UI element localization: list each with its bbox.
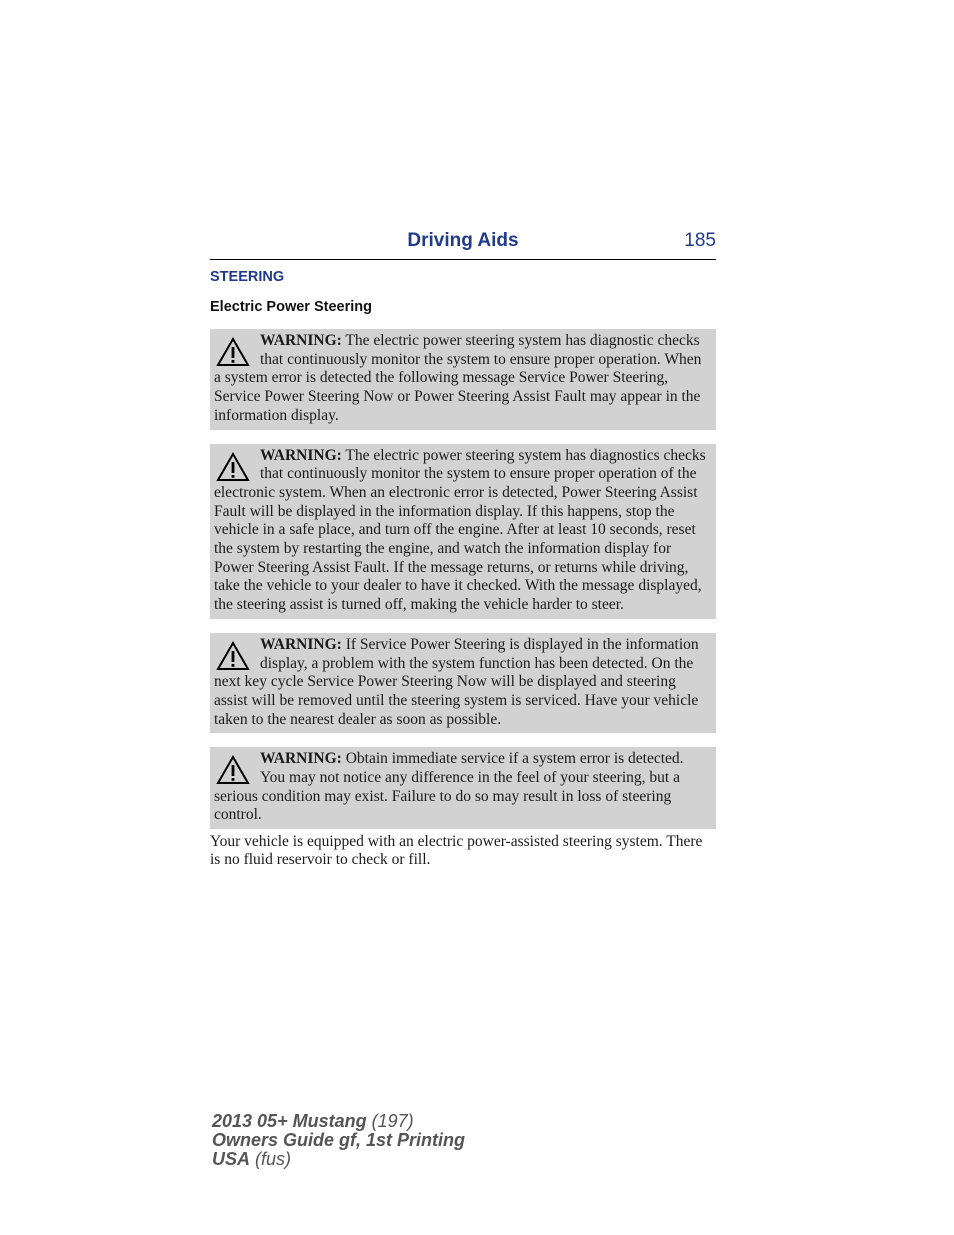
footer-line-market [212, 1150, 465, 1169]
warning-label: WARNING: [260, 750, 342, 768]
footer-model-code: (197) [371, 1111, 414, 1131]
warning-label: WARNING: [260, 635, 342, 653]
warning-text: The electric power steering system has diagnostic checks that continuously monitor the system to ensure proper operation. When a system error is detected the following message Service Power Steering, Service Power Steering Now or Power Steering Assist Fault may appear in the information display. [214, 332, 702, 424]
warning-box [210, 444, 716, 619]
footer-market-code: (fus) [255, 1149, 292, 1169]
warning-box [210, 633, 716, 734]
section-title: Driving Aids [407, 230, 519, 251]
warning-text: The electric power steering system has diagnostics checks that continuously monitor the system to ensure proper operation of the electronic system. When an electronic error is detected, Power Steering Assist Fault will be displayed in the information display. If this happens, stop the vehicle in a safe place, and turn off the engine. After at least 10 seconds, reset the system by restarting the engine, and watch the information display for Power Steering Assist Fault. If the message returns, or returns while driving, take the vehicle to your dealer to have it checked. With the message displayed, the steering assist is turned off, making the vehicle harder to steer. [214, 446, 706, 614]
footer-line-model [212, 1112, 465, 1131]
warning-text: Obtain immediate service if a system error is detected. You may not notice any difference in the feel of your steering, but a serious condition may exist. Failure to do so may result in loss of steering control. [214, 750, 684, 824]
warning-box [210, 747, 716, 829]
footer-model: 2013 05+ Mustang [212, 1111, 367, 1131]
warning-triangle-icon [216, 337, 250, 367]
subsection-heading: Electric Power Steering [210, 299, 372, 315]
section-heading: STEERING [210, 269, 285, 285]
page-number: 185 [684, 230, 716, 251]
warning-triangle-icon [216, 641, 250, 671]
footer-line-guide [212, 1131, 465, 1150]
footer-guide: Owners Guide gf, 1st Printing [212, 1130, 466, 1150]
manual-page [210, 228, 716, 869]
footer-market: USA [212, 1149, 251, 1169]
warning-label: WARNING: [260, 446, 342, 464]
warning-triangle-icon [216, 755, 250, 785]
warning-box [210, 329, 716, 430]
warning-text: If Service Power Steering is displayed in the information display, a problem with the system function has been detected. On the next key cycle Service Power Steering Now will be displayed and steering assist will be removed until the steering system is serviced. Have your vehicle taken to the nearest dealer as soon as possible. [214, 635, 699, 728]
warning-triangle-icon [216, 452, 250, 482]
page-header [210, 228, 716, 260]
warning-label: WARNING: [260, 332, 342, 349]
page-footer [212, 1112, 465, 1169]
body-paragraph: Your vehicle is equipped with an electric power-assisted steering system. There is no fluid reservoir to check or fill. [210, 833, 703, 869]
